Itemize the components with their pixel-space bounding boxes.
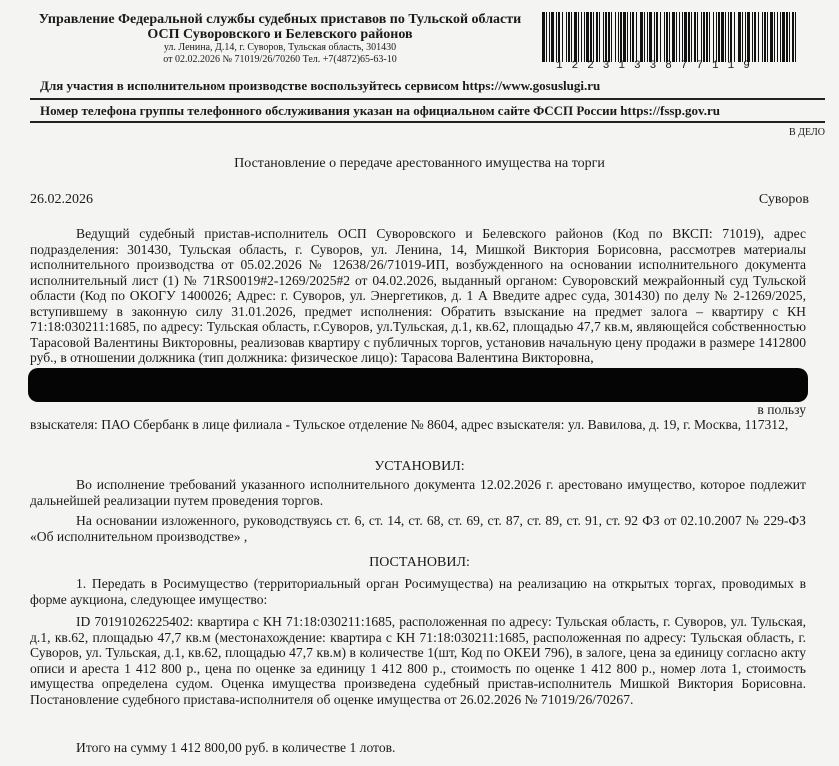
resolution-point-1: 1. Передать в Росимущество (территориальный орган Росимущества) на реализацию на открытых торгах, проводимых в форме аукциона, следующее имущество: [30,576,806,607]
barcode-icon [540,12,800,62]
document-title: Постановление о передаче арестованного имущества на торги [234,156,605,171]
resolved-heading: ПОСТАНОВИЛ: [369,555,470,570]
filing-stamp: В ДЕЛО [789,127,825,138]
document-city: Суворов [758,192,809,207]
gosuslugi-notice: Для участия в исполнительном производстве воспользуйтесь сервисом https://www.gosuslugi.ru [40,78,601,93]
established-paragraph-1: Во исполнение требований указанного исполнительного документа 12.02.2026 г. арестовано имущество, которое подлежит дальнейшей реализации путем проведения торгов. [30,477,806,508]
established-heading: УСТАНОВИЛ: [374,459,465,474]
claimant-info: взыскателя: ПАО Сбербанк в лице филиала - Тульское отделение № 8604, адрес взыскателя: ул. Вавилова, д. 19, г. Москва, 117312, [30,417,789,432]
divider [30,98,825,100]
org-address: ул. Ленина, Д.14, г. Суворов, Тульская область, 301430 [163,42,397,53]
property-item: ID 70191026225402: квартира с КН 71:18:030211:1685, расположенная по адресу: Тульская область, г. Суворов, ул. Тульская, д.1, кв.62, площадью 47,7 кв.м (местонахождение: квартира с КН 71:18:030211:1685, расположенная по адресу: Тульская область, г. Суворов, ул. Тульская, д.1, кв.62, площадью 47,7 кв.м) в количестве 1(шт, Код по ОКЕИ 796), в залоге, цена за единицу согласно акту описи и ареста 1 412 800 р., цена по оценке за единицу 1 412 800 р., стоимость по оценке 1 412 800 р., номер лота 1, стоимость имущества определена судом. Оценка имущества произведена судебный пристав-исполнитель Мишкой Виктория Борисовна. Постановление судебного пристава-исполнителя об оценке имущества от 26.02.2026 № 71019/26/70267. [30,614,806,707]
document-reference: от 02.02.2026 № 71019/26/70260 Тел. +7(4872)65-63-10 [163,54,397,65]
divider [30,121,825,123]
department-name: ОСП Суворовского и Белевского районов [147,27,413,42]
intro-paragraph: Ведущий судебный пристав-исполнитель ОСП Суворовского и Белевского районов (Код по ВКСП: 71019), адрес подразделения: 301430, Тульская область, г. Суворов, ул. Ленина, 14, Мишкой Виктория Борисовна, рассмотрев материалы исполнительного производства от 05.02.2026 № 12638/26/71019-ИП, возбужденного на основании исполнительного документа исполнительный лист (1) № 71RS0019#2-1269/2025#2 от 04.02.2026, выданный органом: Суворовский межрайонный суд Тульской области (Код по ОКОГУ 1400026; Адрес: г. Суворов, ул. Энергетиков, д. 1 А Введите адрес суда, 301430) по делу № 2-1269/2025, вступившему в законную силу 31.01.2026, предмет исполнения: Обратить взыскание на предмет залога – квартиру с КН 71:18:030211:1685, по адресу: Тульская область, г.Суворов, ул.Тульская, д.1, кв.62, площадью 47,7 кв.м, являющейся собственностью Тарасовой Валентины Викторовны, реализовав квартиру с публичных торгов, установив начальную цену продажи в размере 1412800 руб., в отношении должника (тип должника: физическое лицо): Тарасова Валентина Викторовна, [30,226,806,365]
intro-tail: в пользу [757,402,806,417]
barcode-digits: 1223133877119 [556,60,759,72]
phone-notice: Номер телефона группы телефонного обслуживания указан на официальном сайте ФССП России https://fssp.gov.ru [40,103,720,118]
header-block [30,12,530,66]
established-paragraph-2: На основании изложенного, руководствуясь ст. 6, ст. 14, ст. 68, ст. 69, ст. 87, ст. 89, ст. 91, ст. 92 ФЗ от 02.10.2007 № 229-ФЗ «Об исполнительном производстве» , [30,513,806,544]
document-date: 26.02.2026 [30,192,93,207]
redaction-bar [28,368,808,402]
total-line: Итого на сумму 1 412 800,00 руб. в количестве 1 лотов. [76,740,396,755]
org-name: Управление Федеральной службы судебных приставов по Тульской области [38,12,522,27]
